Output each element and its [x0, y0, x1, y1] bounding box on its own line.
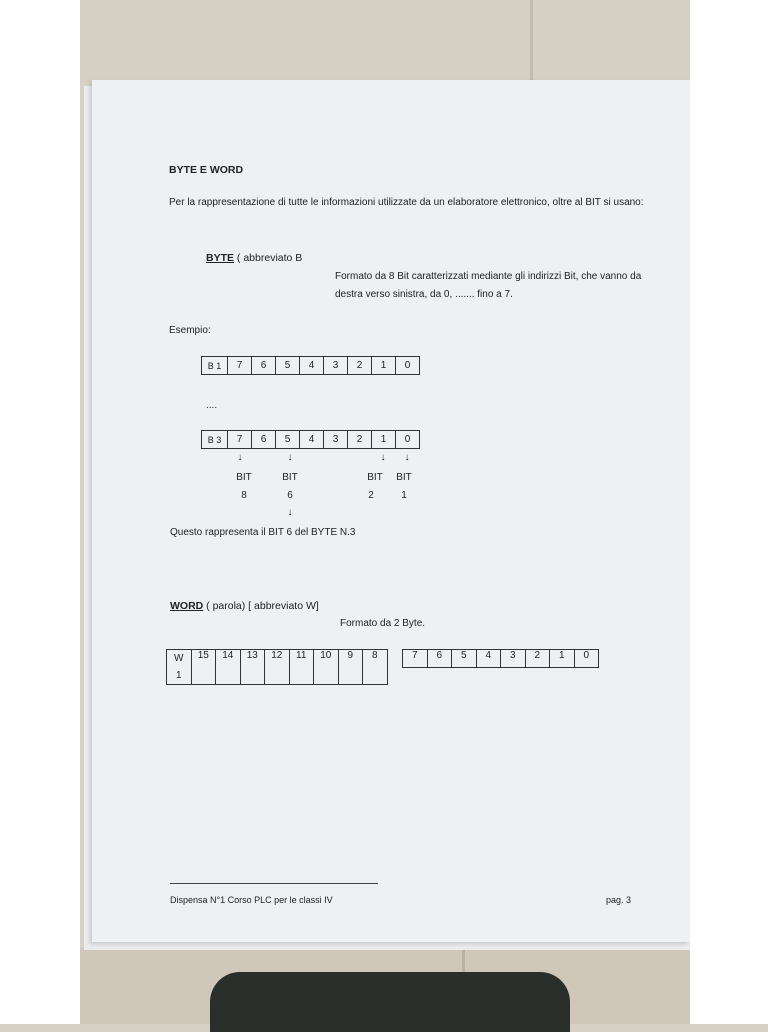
- word-term: WORD: [170, 600, 204, 612]
- bit-number: 1: [401, 490, 407, 501]
- footer-divider: [170, 883, 378, 884]
- example-label: Esempio:: [169, 325, 211, 336]
- bit-label: BIT: [282, 472, 298, 483]
- word-cell: 13: [240, 650, 265, 685]
- byte3-cell: 0: [396, 431, 420, 449]
- byte1-cell: 0: [396, 357, 420, 375]
- bit-number: 6: [287, 490, 293, 501]
- byte3-cell: 1: [372, 431, 396, 449]
- word-cell: 9: [338, 650, 363, 685]
- byte-suffix: ( abbreviato B: [234, 252, 303, 264]
- word-heading: [170, 600, 319, 612]
- bit-label: BIT: [367, 472, 383, 483]
- word-cell: 2: [525, 650, 550, 668]
- byte1-cell: B 1: [202, 357, 228, 375]
- byte-heading: [206, 252, 302, 264]
- word-cell: 10: [314, 650, 339, 685]
- byte3-cell: 6: [252, 431, 276, 449]
- word-cell-sub: 1: [175, 670, 182, 681]
- word-cell: [167, 650, 192, 685]
- word-high-byte-table: [166, 649, 388, 685]
- word-cell: 3: [501, 650, 526, 668]
- word-cell: 15: [191, 650, 216, 685]
- byte1-table: [201, 356, 420, 375]
- word-suffix: ( parola) [ abbreviato W]: [203, 600, 319, 612]
- bit-label: BIT: [236, 472, 252, 483]
- down-arrow-icon: ↓: [287, 507, 293, 518]
- document-page: [92, 80, 690, 942]
- table-surface-top: [80, 0, 690, 82]
- word-cell: 7: [403, 650, 428, 668]
- tile-seam: [530, 0, 533, 82]
- byte-description: Formato da 8 Bit caratterizzati mediante gli indirizzi Bit, che vanno da destra verso sinistra, da 0, ....... fino a 7.: [335, 271, 642, 300]
- down-arrow-icon: ↓: [237, 452, 243, 463]
- byte3-cell: 4: [300, 431, 324, 449]
- intro-paragraph: Per la rappresentazione di tutte le informazioni utilizzate da un elaboratore elettronico, oltre al BIT si usano:: [169, 197, 644, 208]
- word-cell: 14: [216, 650, 241, 685]
- byte3-table: [201, 430, 420, 449]
- conclusion-text: Questo rappresenta il BIT 6 del BYTE N.3: [170, 527, 356, 538]
- word-cell: 1: [550, 650, 575, 668]
- down-arrow-icon: ↓: [380, 452, 386, 463]
- word-cell: 11: [289, 650, 314, 685]
- shoe-shadow: [210, 972, 570, 1032]
- word-description: Formato da 2 Byte.: [340, 618, 426, 629]
- byte1-cell: 2: [348, 357, 372, 375]
- word-cell-label: W: [174, 653, 184, 664]
- byte3-cell: 3: [324, 431, 348, 449]
- byte1-cell: 3: [324, 357, 348, 375]
- byte1-cell: 5: [276, 357, 300, 375]
- word-low-byte-table: [402, 649, 599, 668]
- table-surface-left: [0, 0, 80, 1024]
- byte3-cell: 7: [228, 431, 252, 449]
- byte1-cell: 6: [252, 357, 276, 375]
- word-cell: 0: [574, 650, 599, 668]
- byte3-cell: B 3: [202, 431, 228, 449]
- byte-term: BYTE: [206, 252, 235, 264]
- word-cell: 8: [363, 650, 388, 685]
- bit-label: BIT: [396, 472, 412, 483]
- word-cell: 5: [452, 650, 477, 668]
- page-title: BYTE E WORD: [169, 164, 244, 176]
- word-cell: 12: [265, 650, 290, 685]
- page-number: pag. 3: [606, 895, 632, 905]
- word-cell: 6: [427, 650, 452, 668]
- down-arrow-icon: ↓: [287, 452, 293, 463]
- table-surface-right: [688, 0, 768, 1024]
- byte1-cell: 1: [372, 357, 396, 375]
- byte3-cell: 5: [276, 431, 300, 449]
- byte1-cell: 7: [228, 357, 252, 375]
- ellipsis: ....: [206, 400, 218, 411]
- footer-title: Dispensa N°1 Corso PLC per le classi IV: [170, 895, 333, 905]
- byte3-cell: 2: [348, 431, 372, 449]
- byte1-cell: 4: [300, 357, 324, 375]
- down-arrow-icon: ↓: [404, 452, 410, 463]
- bit-number: 2: [368, 490, 374, 501]
- bit-number: 8: [241, 490, 247, 501]
- word-cell: 4: [476, 650, 501, 668]
